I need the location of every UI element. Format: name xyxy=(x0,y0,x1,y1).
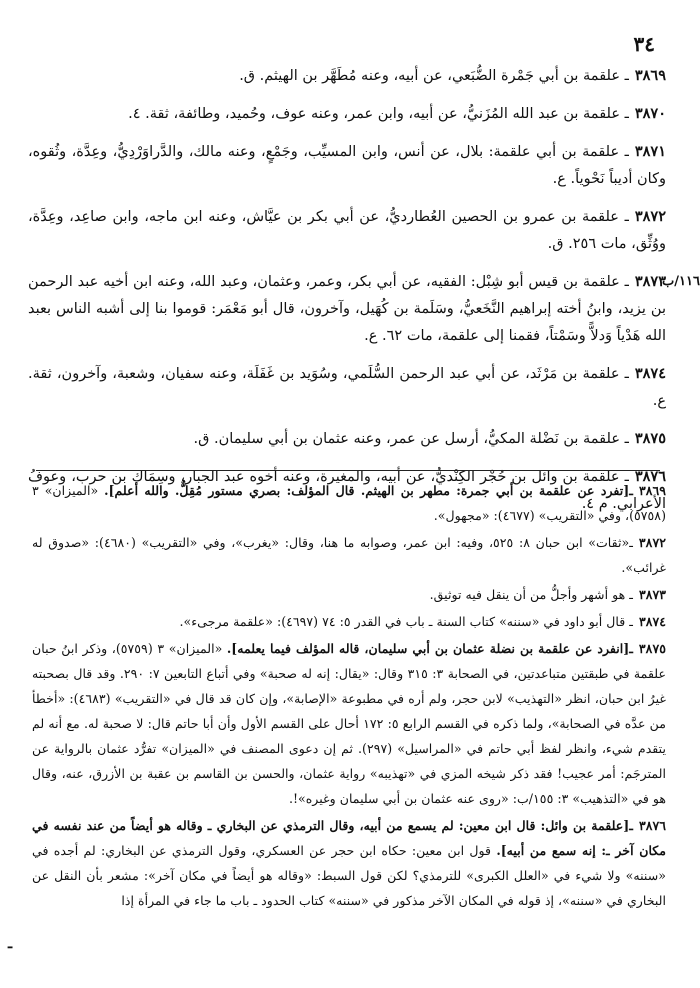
note-text: «الميزان» ٣ (٥٧٥٨)، وفي «التقريب» (٤٦٧٧): «مجهول». xyxy=(32,483,666,523)
entry-number: ٣٨٧١ xyxy=(634,143,666,160)
entry-3873 xyxy=(28,268,700,350)
continuation-mark: ـ xyxy=(8,936,13,952)
note-text: ـ«ثقات» ابن حبان ٨: ٥٢٥، وفيه: ابن عمر، وصوابه ما هنا، وقال: «يغرب»، وفي «التقريب» (٤٦٨٠): «صدوق له غرائب». xyxy=(32,535,666,575)
note-number: ٣٨٧٥ xyxy=(638,641,666,656)
entry-3871 xyxy=(28,138,666,193)
note-3873 xyxy=(32,582,666,607)
entry-text: ـ علقمة بن أبي علقمة: بلال، عن أنس، وابن المسيِّب، وجَمْعٍ، وعنه مالك، والدَّراوَرْدِيُّ، وعِدَّة، وثُقوه، وكان أديباً نَحْوياً. ع. xyxy=(28,144,666,187)
footnote-divider xyxy=(36,470,660,471)
note-3869 xyxy=(32,478,666,528)
note-number: ٣٨٦٩ xyxy=(638,483,667,498)
entry-text: ـ علقمة بن نَضْلة المكيُّ، أرسل عن عمر، وعنه عثمان بن أبي سليمان. ق. xyxy=(193,431,629,447)
entry-3870 xyxy=(28,100,666,128)
note-text: ـ قال أبو داود في «سننه» كتاب السنة ـ باب في القدر ٥: ٧٤ (٤٦٩٧): «علقمة مرجىء». xyxy=(179,614,633,629)
note-quote: ـ[علقمة بن وائل: قال ابن معين: لم يسمع من أبيه، وقال الترمذي عن البخاري ـ وقاله هو أيضاً من عند نفسه في مكان آخر ـ: إنه سمع من أبيه]. xyxy=(32,818,666,858)
entries-list xyxy=(28,62,700,528)
note-number: ٣٨٧٤ xyxy=(638,614,666,629)
note-3872 xyxy=(32,530,666,580)
entry-text: ـ علقمة بن وائل بن حُجْر الكِنْديُّ، عن أبيه، والمغيرة، وعنه أخوه عبد الجبار، وسِمَاك بن حرب، وعوفُ الأعرابي. م ٤. xyxy=(28,469,666,512)
entry-number: ٣٨٧٤ xyxy=(634,365,666,382)
note-3874 xyxy=(32,609,666,634)
note-3876 xyxy=(32,813,666,913)
entry-number: ٣٨٧٢ xyxy=(634,208,666,225)
note-number: ٣٨٧٦ xyxy=(638,818,666,833)
note-text: «الميزان» ٣ (٥٧٥٩)، وذكر ابنُ حبان علقمة في طبقتين متباعدتين، في الصحابة ٣: ٣١٥ وقال: «يقال: إنه له صحبة» وفي أتباع التابعين ٧: ٢٩٠. وقد قال بصحبته غيرُ ابن حبان، انظر «التهذيب» لابن حجر، ولم أره في مطبوعة «الإصابة»، وإن كان قد قال في «التقريب» (٤٦٨٣): «أخطأ من عدَّه في الصحابة»، ولما ذكره في القسم الرابع ٥: ١٧٢ أحال على القسم الأول وأن أبا حاتم قال: لا صحبة له. مع أنه لم يتقدم شيء، وانظر لفظ أبي حاتم في «المراسيل» (٢٩٧). ثم إن دعوى المصنف في «الميزان» تفرُّد عثمان بالرواية عن المترجَم: أمر عجيب! فقد ذكر شيخه المزي في «تهذيبه» رواية عثمان، والحسن بن القاسم بن عقبة بن الأزرق، عنه، وقال هو في «التذهيب» ٣: ١٥٥/ب: «روى عنه عثمان بن أبي سليمان وغيره»!. xyxy=(32,641,666,806)
note-number: ٣٨٧٢ xyxy=(638,535,666,550)
note-text: ـ هو أشهر وأجلُّ من أن ينقل فيه توثيق. xyxy=(429,587,633,602)
entry-text: ـ علقمة بن قيس أبو شِبْل: الفقيه، عن أبي بكر، وعمر، وعثمان، وعبد الله، وعنه ابن أخيه عبد الرحمن بن يزيد، وابنُ أخته إبراهيم النَّخَعيُّ، وسَلَمة بن كُهَيل، وآخرون، قال أبو مَعْمَر: قوموا بنا إلى أشبه الناس بعبد الله هَدْياً وَدلاًّ وسَمْتاً، فقمنا إلى علقمة، مات ٦٢. ع. xyxy=(28,274,666,344)
entry-text: ـ علقمة بن عمرو بن الحصين العُطارديُّ، عن أبي بكر بن عيَّاش، وعنه ابن ماجه، وابن صاعِد، وعِدَّة، ووُثِّق، مات ٢٥٦. ق. xyxy=(28,209,666,252)
note-quote: ـ[انفرد عن علقمة بن نضلة عثمان بن أبي سليمان، قاله المؤلف فيما يعلمه]. xyxy=(226,641,633,656)
margin-reference: ١١٦/ب xyxy=(662,274,700,289)
footnotes xyxy=(32,478,666,915)
entry-number: ٣٨٧٦ xyxy=(634,468,666,485)
note-quote: ـ[تفرد عن علقمة بن أبي جمرة: مطهر بن الهيثم. قال المؤلف: بصري مستور مُقِلٌّ. والله أعلم]. xyxy=(104,483,633,498)
entry-number: ٣٨٦٩ xyxy=(634,67,666,84)
entry-3872 xyxy=(28,203,666,258)
entry-number: ٣٨٧٠ xyxy=(634,105,666,122)
entry-text: ـ علقمة بن أبي جَمْرة الضُّبَعي، عن أبيه، وعنه مُطَهَّر بن الهيثم. ق. xyxy=(239,68,629,84)
entry-text: ـ علقمة بن مَرْثَد، عن أبي عبد الرحمن السُّلَمي، وسُوَيد بن غَفَلَة، وعنه سفيان، وشعبة، وآخرون، ثقة. ع. xyxy=(28,366,666,409)
entry-3874 xyxy=(28,360,666,415)
entry-3869 xyxy=(28,62,666,90)
note-number: ٣٨٧٣ xyxy=(638,587,666,602)
note-3875 xyxy=(32,636,666,811)
note-text: قول ابن معين: حكاه ابن حجر عن العسكري، وقول الترمذي عن البخاري: لم أجده في «سننه» ولا شيء في «العلل الكبرى» للترمذي؟ لكن قول السبط: «وقاله هو أيضاً في مكان آخر»: مشعر بأن النقل عن البخاري في «سننه»، إذ قوله في المكان الآخر مذكور في «سننه» كتاب الحدود ـ باب ما جاء في المرأة إذا xyxy=(32,843,666,908)
entry-3875 xyxy=(28,425,666,453)
entry-number: ٣٨٧٣ xyxy=(634,273,666,290)
entry-number: ٣٨٧٥ xyxy=(634,430,666,447)
page-number: ٣٤ xyxy=(633,32,655,56)
entry-text: ـ علقمة بن عبد الله المُزَنيُّ، عن أبيه، وابن عمر، وعنه عوف، وحُميد، وطائفة، ثقة. ٤. xyxy=(128,106,629,122)
